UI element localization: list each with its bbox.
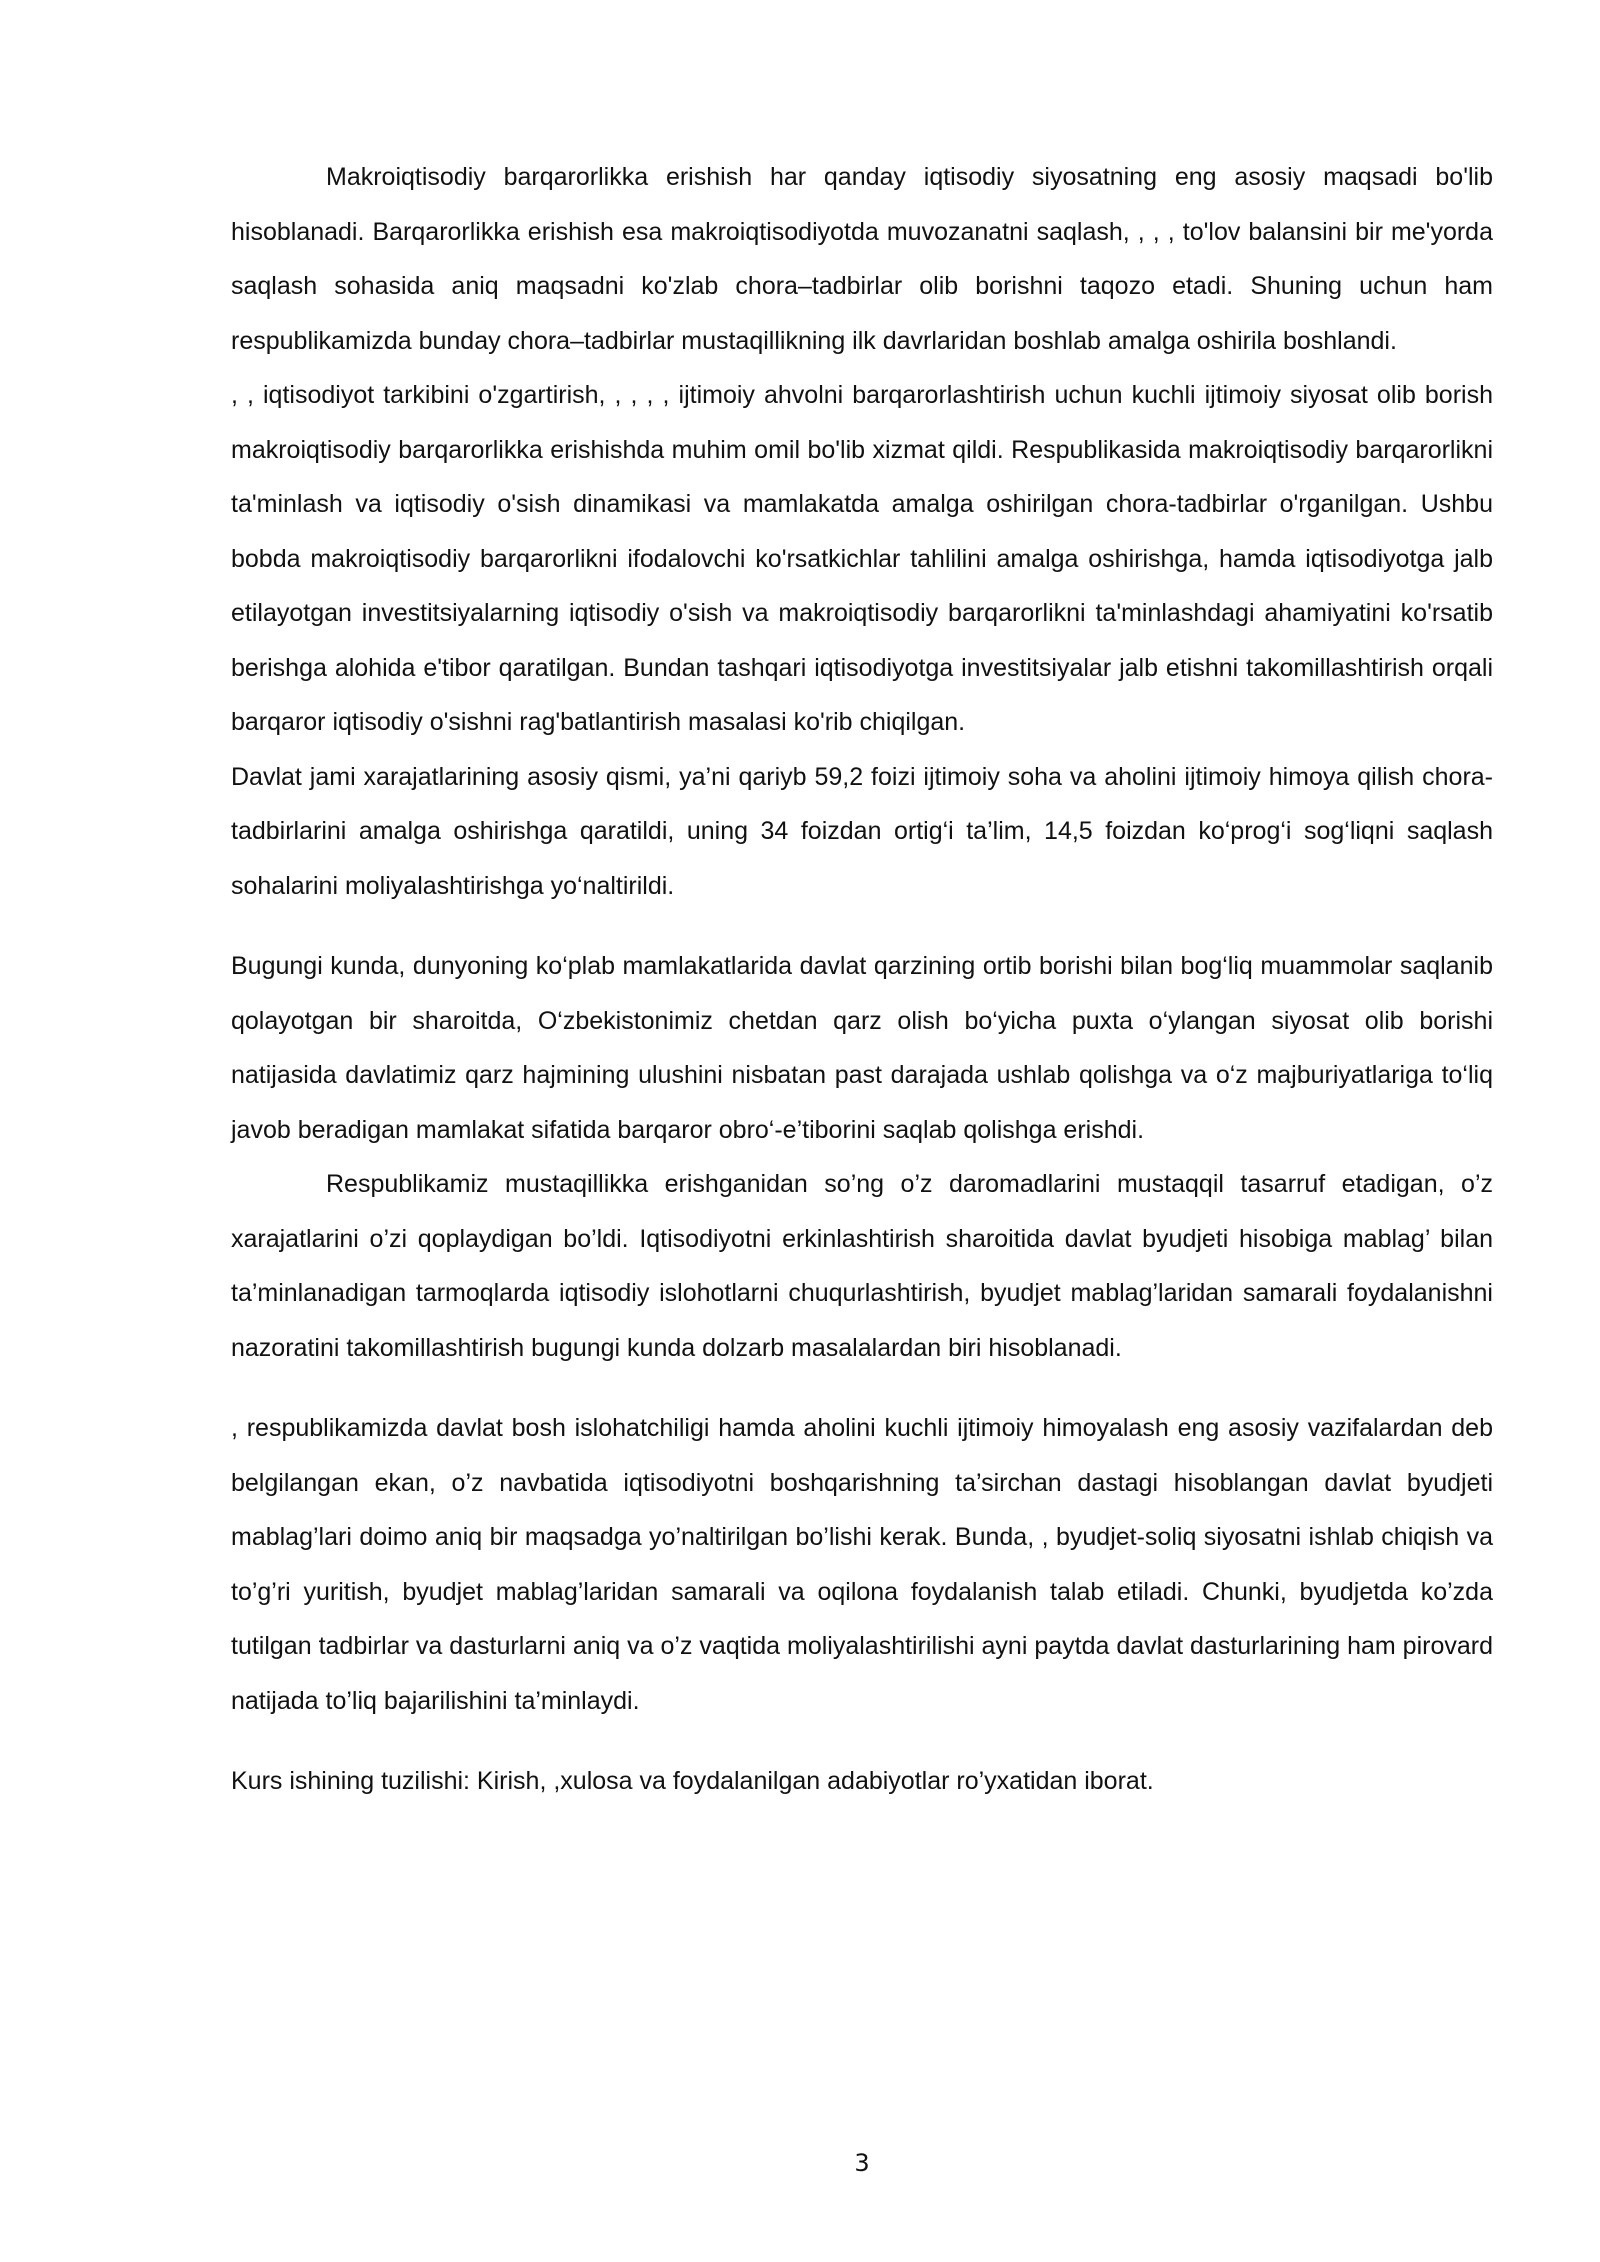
page-body: [231, 150, 1493, 1809]
paragraph-budget-policy: , respublikamizda davlat bosh islohatchiligi hamda aholini kuchli ijtimoiy himoyalash eng asosiy vazifalardan deb belgilangan ekan, o’z navbatida iqtisodiyotni boshqarishning ta’sirchan dastagi hisoblangan davlat byudjeti mablag’lari doimo aniq bir maqsadga yo’naltirilgan bo’lishi kerak. Bunda, , byudjet-soliq siyosatni ishlab chiqish va to’g’ri yuritish, byudjet mablag’laridan samarali va oqilona foydalanish talab etiladi. Chunki, byudjetda ko’zda tutilgan tadbirlar va dasturlarni aniq va o’z vaqtida moliyalashtirilishi ayni paytda davlat dasturlarining ham pirovard natijada to’liq bajarilishini ta’minlaydi.: [231, 1414, 1493, 1715]
paragraph-budget-independence: Respublikamiz mustaqillikka erishganidan so’ng o’z daromadlarini mustaqqil tasarruf etadigan, o’z xarajatlarini o’zi qoplaydigan bo’ldi. Iqtisodiyotni erkinlashtirish sharoitida davlat byudjeti hisobiga mablag’ bilan ta’minlanadigan tarmoqlarda iqtisodiy islohotlarni chuqurlashtirish, byudjet mablag’laridan samarali foydalanishni nazoratini takomillashtirish bugungi kunda dolzarb masalalardan biri hisoblanadi.: [231, 1170, 1493, 1362]
paragraph-structural-reforms: , , iqtisodiyot tarkibini o'zgartirish, , , , , ijtimoiy ahvolni barqarorlashtirish uchun kuchli ijtimoiy siyosat olib borish makroiqtisodiy barqarorlikka erishishda muhim omil bo'lib xizmat qildi. Respublikasida makroiqtisodiy barqarorlikni ta'minlash va iqtisodiy o'sish dinamikasi va mamlakatda amalga oshirilgan chora-tadbirlar o'rganilgan. Ushbu bobda makroiqtisodiy barqarorlikni ifodalovchi ko'rsatkichlar tahlilini amalga oshirishga, hamda iqtisodiyotga jalb etilayotgan investitsiyalarning iqtisodiy o'sish va makroiqtisodiy barqarorlikni ta'minlashdagi ahamiyatini ko'rsatib berishga alohida e'tibor qaratilgan. Bundan tashqari iqtisodiyotga investitsiyalar jalb etishni takomillashtirish orqali barqaror iqtisodiy o'sishni rag'batlantirish masalasi ko'rib chiqilgan.: [231, 381, 1493, 736]
paragraph-public-debt: Bugungi kunda, dunyoning ko‘plab mamlakatlarida davlat qarzining ortib borishi bilan bog‘liq muammolar saqlanib qolayotgan bir sharoitda, O‘zbekistonimiz chetdan qarz olish bo‘yicha puxta o‘ylangan siyosat olib borishi natijasida davlatimiz qarz hajmining ulushini nisbatan past darajada ushlab qolishga va o‘z majburiyatlariga to‘liq javob beradigan mamlakat sifatida barqaror obro‘-e’tiborini saqlab qolishga erishdi.: [231, 952, 1493, 1144]
paragraph-state-expenditure: Davlat jami xarajatlarining asosiy qismi, ya’ni qariyb 59,2 foizi ijtimoiy soha va aholini ijtimoiy himoya qilish chora-tadbirlarini amalga oshirishga qaratildi, uning 34 foizdan ortig‘i ta’lim, 14,5 foizdan ko‘prog‘i sog‘liqni saqlash sohalarini moliyalashtirishga yo‘naltirildi.: [231, 762, 1493, 900]
page-number: 3: [854, 2149, 870, 2177]
paragraph-macro-stability: Makroiqtisodiy barqarorlikka erishish har qanday iqtisodiy siyosatning eng asosiy maqsadi bo'lib hisoblanadi. Barqarorlikka erishish esa makroiqtisodiyotda muvozanatni saqlash, , , , to'lov balansini bir me'yorda saqlash sohasida aniq maqsadni ko'zlab chora–tadbirlar olib borishni taqozo etadi. Shuning uchun ham respublikamizda bunday chora–tadbirlar mustaqillikning ilk davrlaridan boshlab amalga oshirila boshlandi.: [231, 163, 1493, 355]
paragraph-course-structure: Kurs ishining tuzilishi: Kirish, ,xulosa va foydalanilgan adabiyotlar ro’yxatidan iborat.: [231, 1767, 1154, 1795]
